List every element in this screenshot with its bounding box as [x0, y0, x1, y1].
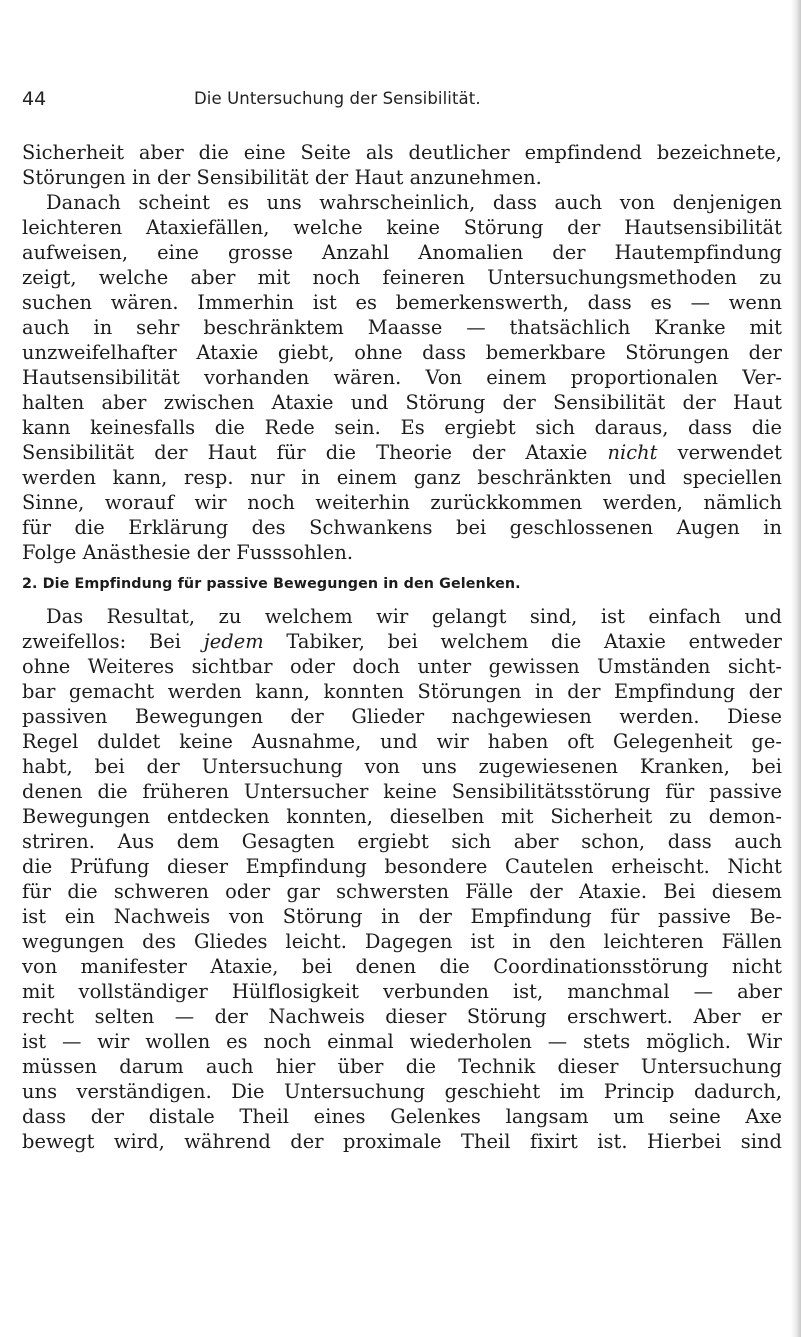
text-line: dass der distale Theil eines Gelenkes langsam um seine Axe: [22, 1105, 782, 1128]
text-line: die Prüfung dieser Empfindung besondere Cautelen erheischt. Nicht: [22, 855, 782, 878]
page-header: [22, 88, 782, 118]
text-line: Sicherheit aber die eine Seite als deutlicher empfindend bezeichnete,: [22, 141, 782, 164]
text-line: auch in sehr beschränktem Maasse — thatsächlich Kranke mit: [22, 316, 782, 339]
text-run: zweifellos: Bei: [22, 630, 204, 653]
page-number: 44: [22, 88, 47, 110]
text-line: Störungen in der Sensibilität der Haut anzunehmen.: [22, 166, 542, 189]
text-line: leichteren Ataxiefällen, welche keine Störung der Hautsensibilität: [22, 216, 782, 239]
text-line: passiven Bewegungen der Glieder nachgewiesen werden. Diese: [22, 705, 782, 728]
emphasized-word: jedem: [203, 630, 264, 653]
text-line: mit vollständiger Hülflosigkeit verbunden ist, manchmal — aber: [22, 980, 782, 1003]
text-line: von manifester Ataxie, bei denen die Coordinationsstörung nicht: [22, 955, 782, 978]
page-edge-shadow: [791, 0, 801, 1337]
text-line: kann keinesfalls die Rede sein. Es ergiebt sich daraus, dass die: [22, 416, 782, 439]
text-line: für die Erklärung des Schwankens bei geschlossenen Augen in: [22, 516, 782, 539]
text-line: ohne Weiteres sichtbar oder doch unter gewissen Umständen sicht-: [22, 655, 782, 678]
text-line: bewegt wird, während der proximale Theil fixirt ist. Hierbei sind: [22, 1130, 782, 1153]
text-line: Hautsensibilität vorhanden wären. Von einem proportionalen Ver-: [22, 366, 782, 389]
text-line: Regel duldet keine Ausnahme, und wir haben oft Gelegenheit ge-: [22, 730, 782, 753]
text-line: Folge Anästhesie der Fusssohlen.: [22, 541, 354, 564]
text-line: aufweisen, eine grosse Anzahl Anomalien der Hautempfindung: [22, 241, 782, 264]
text-line: für die schweren oder gar schwersten Fälle der Ataxie. Bei diesem: [22, 880, 782, 903]
text-run: Sensibilität der Haut für die Theorie der Ataxie: [22, 441, 608, 464]
section-heading: 2. Die Empfindung für passive Bewegungen in den Gelenken.: [22, 576, 521, 592]
text-line: uns verständigen. Die Untersuchung geschieht im Princip dadurch,: [22, 1080, 782, 1103]
text-line: unzweifelhafter Ataxie giebt, ohne dass bemerkbare Störungen der: [22, 341, 782, 364]
text-line: Danach scheint es uns wahrscheinlich, dass auch von denjenigen: [46, 191, 782, 214]
text-line: Bewegungen entdecken konnten, dieselben mit Sicherheit zu demon-: [22, 805, 782, 828]
text-run: verwendet: [657, 441, 782, 464]
text-line: ist — wir wollen es noch einmal wiederholen — stets möglich. Wir: [22, 1030, 782, 1053]
text-line: suchen wären. Immerhin ist es bemerkenswerth, dass es — wenn: [22, 291, 782, 314]
running-head: Die Untersuchung der Sensibilität.: [194, 89, 481, 108]
text-line: halten aber zwischen Ataxie und Störung der Sensibilität der Haut: [22, 391, 782, 414]
text-line: recht selten — der Nachweis dieser Störung erschwert. Aber er: [22, 1005, 782, 1028]
text-line: habt, bei der Untersuchung von uns zugewiesenen Kranken, bei: [22, 755, 782, 778]
text-line: müssen darum auch hier über die Technik dieser Untersuchung: [22, 1055, 782, 1078]
text-line: zeigt, welche aber mit noch feineren Untersuchungsmethoden zu: [22, 266, 782, 289]
text-line: werden kann, resp. nur in einem ganz beschränkten und speciellen: [22, 466, 782, 489]
text-line: wegungen des Gliedes leicht. Dagegen ist in den leichteren Fällen: [22, 930, 782, 953]
text-line: denen die früheren Untersucher keine Sensibilitätsstörung für passive: [22, 780, 782, 803]
text-line: ist ein Nachweis von Störung in der Empfindung für passive Be-: [22, 905, 782, 928]
text-line: bar gemacht werden kann, konnten Störungen in der Empfindung der: [22, 680, 782, 703]
text-run: Tabiker, bei welchem die Ataxie entweder: [263, 630, 782, 653]
emphasized-word: nicht: [607, 441, 658, 464]
text-line: [22, 629, 782, 654]
text-line: Sinne, worauf wir noch weiterhin zurückkommen werden, nämlich: [22, 491, 782, 514]
text-line: striren. Aus dem Gesagten ergiebt sich aber schon, dass auch: [22, 830, 782, 853]
text-line: [22, 440, 782, 465]
text-line: Das Resultat, zu welchem wir gelangt sind, ist einfach und: [46, 605, 782, 628]
